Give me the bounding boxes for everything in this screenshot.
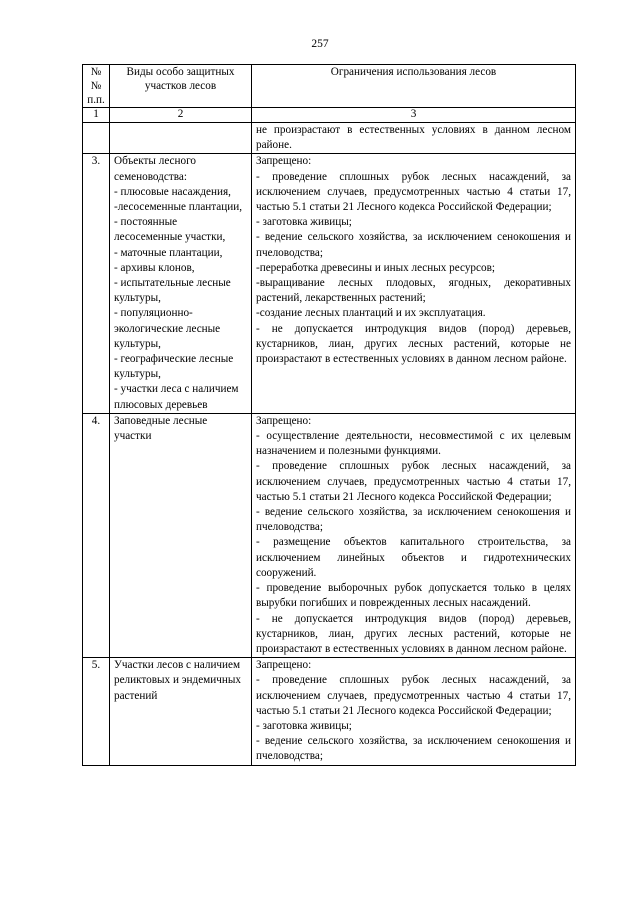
- kind-line: Заповедные лесные участки: [114, 414, 208, 443]
- restriction-line: -выращивание лесных плодовых, ягодных, декоративных растений, лекарственных растений;: [256, 277, 571, 305]
- continuation-row: [83, 123, 576, 154]
- restriction-line: - ведение сельского хозяйства, за исключением сенокошения и пчеловодства;: [256, 231, 571, 259]
- restriction-line: - не допускается интродукция видов (пород) деревьев, кустарников, лиан, других лесных растений, которые не произрастают в естественных условиях в данном лесном районе.: [256, 322, 571, 366]
- restriction-line: - проведение сплошных рубок лесных насаждений, за исключением случаев, предусмотренных частью 4 статьи 17, частью 5.1 статьи 21 Лесного кодекса Российской Федерации;: [256, 170, 571, 214]
- restriction-line: не произрастают в естественных условиях в данном лесном районе.: [256, 124, 571, 152]
- row-restrictions: [252, 154, 576, 413]
- restriction-line: - не допускается интродукция видов (пород) деревьев, кустарников, лиан, других лесных растений, которые не произрастают в естественных условиях в данном лесном районе.: [256, 612, 571, 655]
- kind-line: - плюсовые насаждения,: [114, 185, 231, 198]
- restriction-line: - размещение объектов капитального строительства, за исключением линейных объектов и гидротехнических сооружений.: [256, 536, 571, 579]
- restriction-line: - ведение сельского хозяйства, за исключением сенокошения и пчеловодства;: [256, 506, 571, 534]
- kind-line: Участки лесов с наличием реликтовых и эндемичных растений: [114, 659, 241, 702]
- row-kind: [110, 154, 252, 413]
- restriction-line: - проведение сплошных рубок лесных насаждений, за исключением случаев, предусмотренных частью 4 статьи 17, частью 5.1 статьи 21 Лесного кодекса Российской Федерации;: [256, 674, 571, 717]
- table-row: [83, 658, 576, 765]
- table-row: [83, 413, 576, 657]
- kind-line: Объекты лесного семеноводства:: [114, 155, 197, 183]
- restriction-line: -создание лесных плантаций и их эксплуатация.: [256, 307, 486, 320]
- row-kind: [110, 658, 252, 765]
- restriction-line: - проведение сплошных рубок лесных насаждений, за исключением случаев, предусмотренных частью 4 статьи 17, частью 5.1 статьи 21 Лесного кодекса Российской Федерации;: [256, 460, 571, 503]
- restriction-line: - заготовка живицы;: [256, 216, 352, 229]
- row-restrictions: [252, 658, 576, 765]
- column-index-row: [83, 108, 576, 123]
- restriction-line: Запрещено:: [256, 414, 312, 427]
- kind-line: - архивы клонов,: [114, 261, 195, 274]
- row-number: [83, 123, 110, 154]
- column-index: 1: [83, 108, 110, 123]
- row-restrictions: [252, 413, 576, 657]
- kind-line: - испытательные лесные культуры,: [114, 277, 231, 305]
- restriction-line: - проведение выборочных рубок допускается только в целях вырубки погибших и поврежденных лесных насаждений.: [256, 582, 571, 610]
- kind-line: - маточные плантации,: [114, 246, 223, 259]
- restrictions-table: [82, 64, 576, 766]
- kind-line: - популяционно-экологические лесные культуры,: [114, 307, 221, 350]
- column-index: 3: [252, 108, 576, 123]
- restriction-line: - осуществление деятельности, несовместимой с их целевым назначением и полезными функциями.: [256, 430, 571, 458]
- kind-line: - постоянные лесосеменные участки,: [114, 216, 226, 244]
- restriction-line: Запрещено:: [256, 659, 312, 672]
- row-number: 4.: [83, 413, 110, 657]
- row-kind: [110, 413, 252, 657]
- row-restrictions: [252, 123, 576, 154]
- kind-line: -лесосеменные плантации,: [114, 201, 243, 214]
- header-restrictions: Ограничения использования лесов: [252, 65, 576, 108]
- restriction-line: - заготовка живицы;: [256, 719, 352, 732]
- table-row: [83, 154, 576, 413]
- row-number: 3.: [83, 154, 110, 413]
- restriction-line: -переработка древесины и иных лесных ресурсов;: [256, 261, 495, 274]
- column-index: 2: [110, 108, 252, 123]
- table-header-row: [83, 65, 576, 108]
- header-kind: Виды особо защитных участков лесов: [110, 65, 252, 108]
- restriction-line: - ведение сельского хозяйства, за исключением сенокошения и пчеловодства;: [256, 735, 571, 763]
- kind-line: - географические лесные культуры,: [114, 353, 234, 381]
- header-number: №№ п.п.: [83, 65, 110, 108]
- page-number: 257: [311, 38, 329, 50]
- restriction-line: Запрещено:: [256, 155, 312, 168]
- kind-line: - участки леса с наличием плюсовых деревьев: [114, 383, 239, 411]
- row-number: 5.: [83, 658, 110, 765]
- row-kind: [110, 123, 252, 154]
